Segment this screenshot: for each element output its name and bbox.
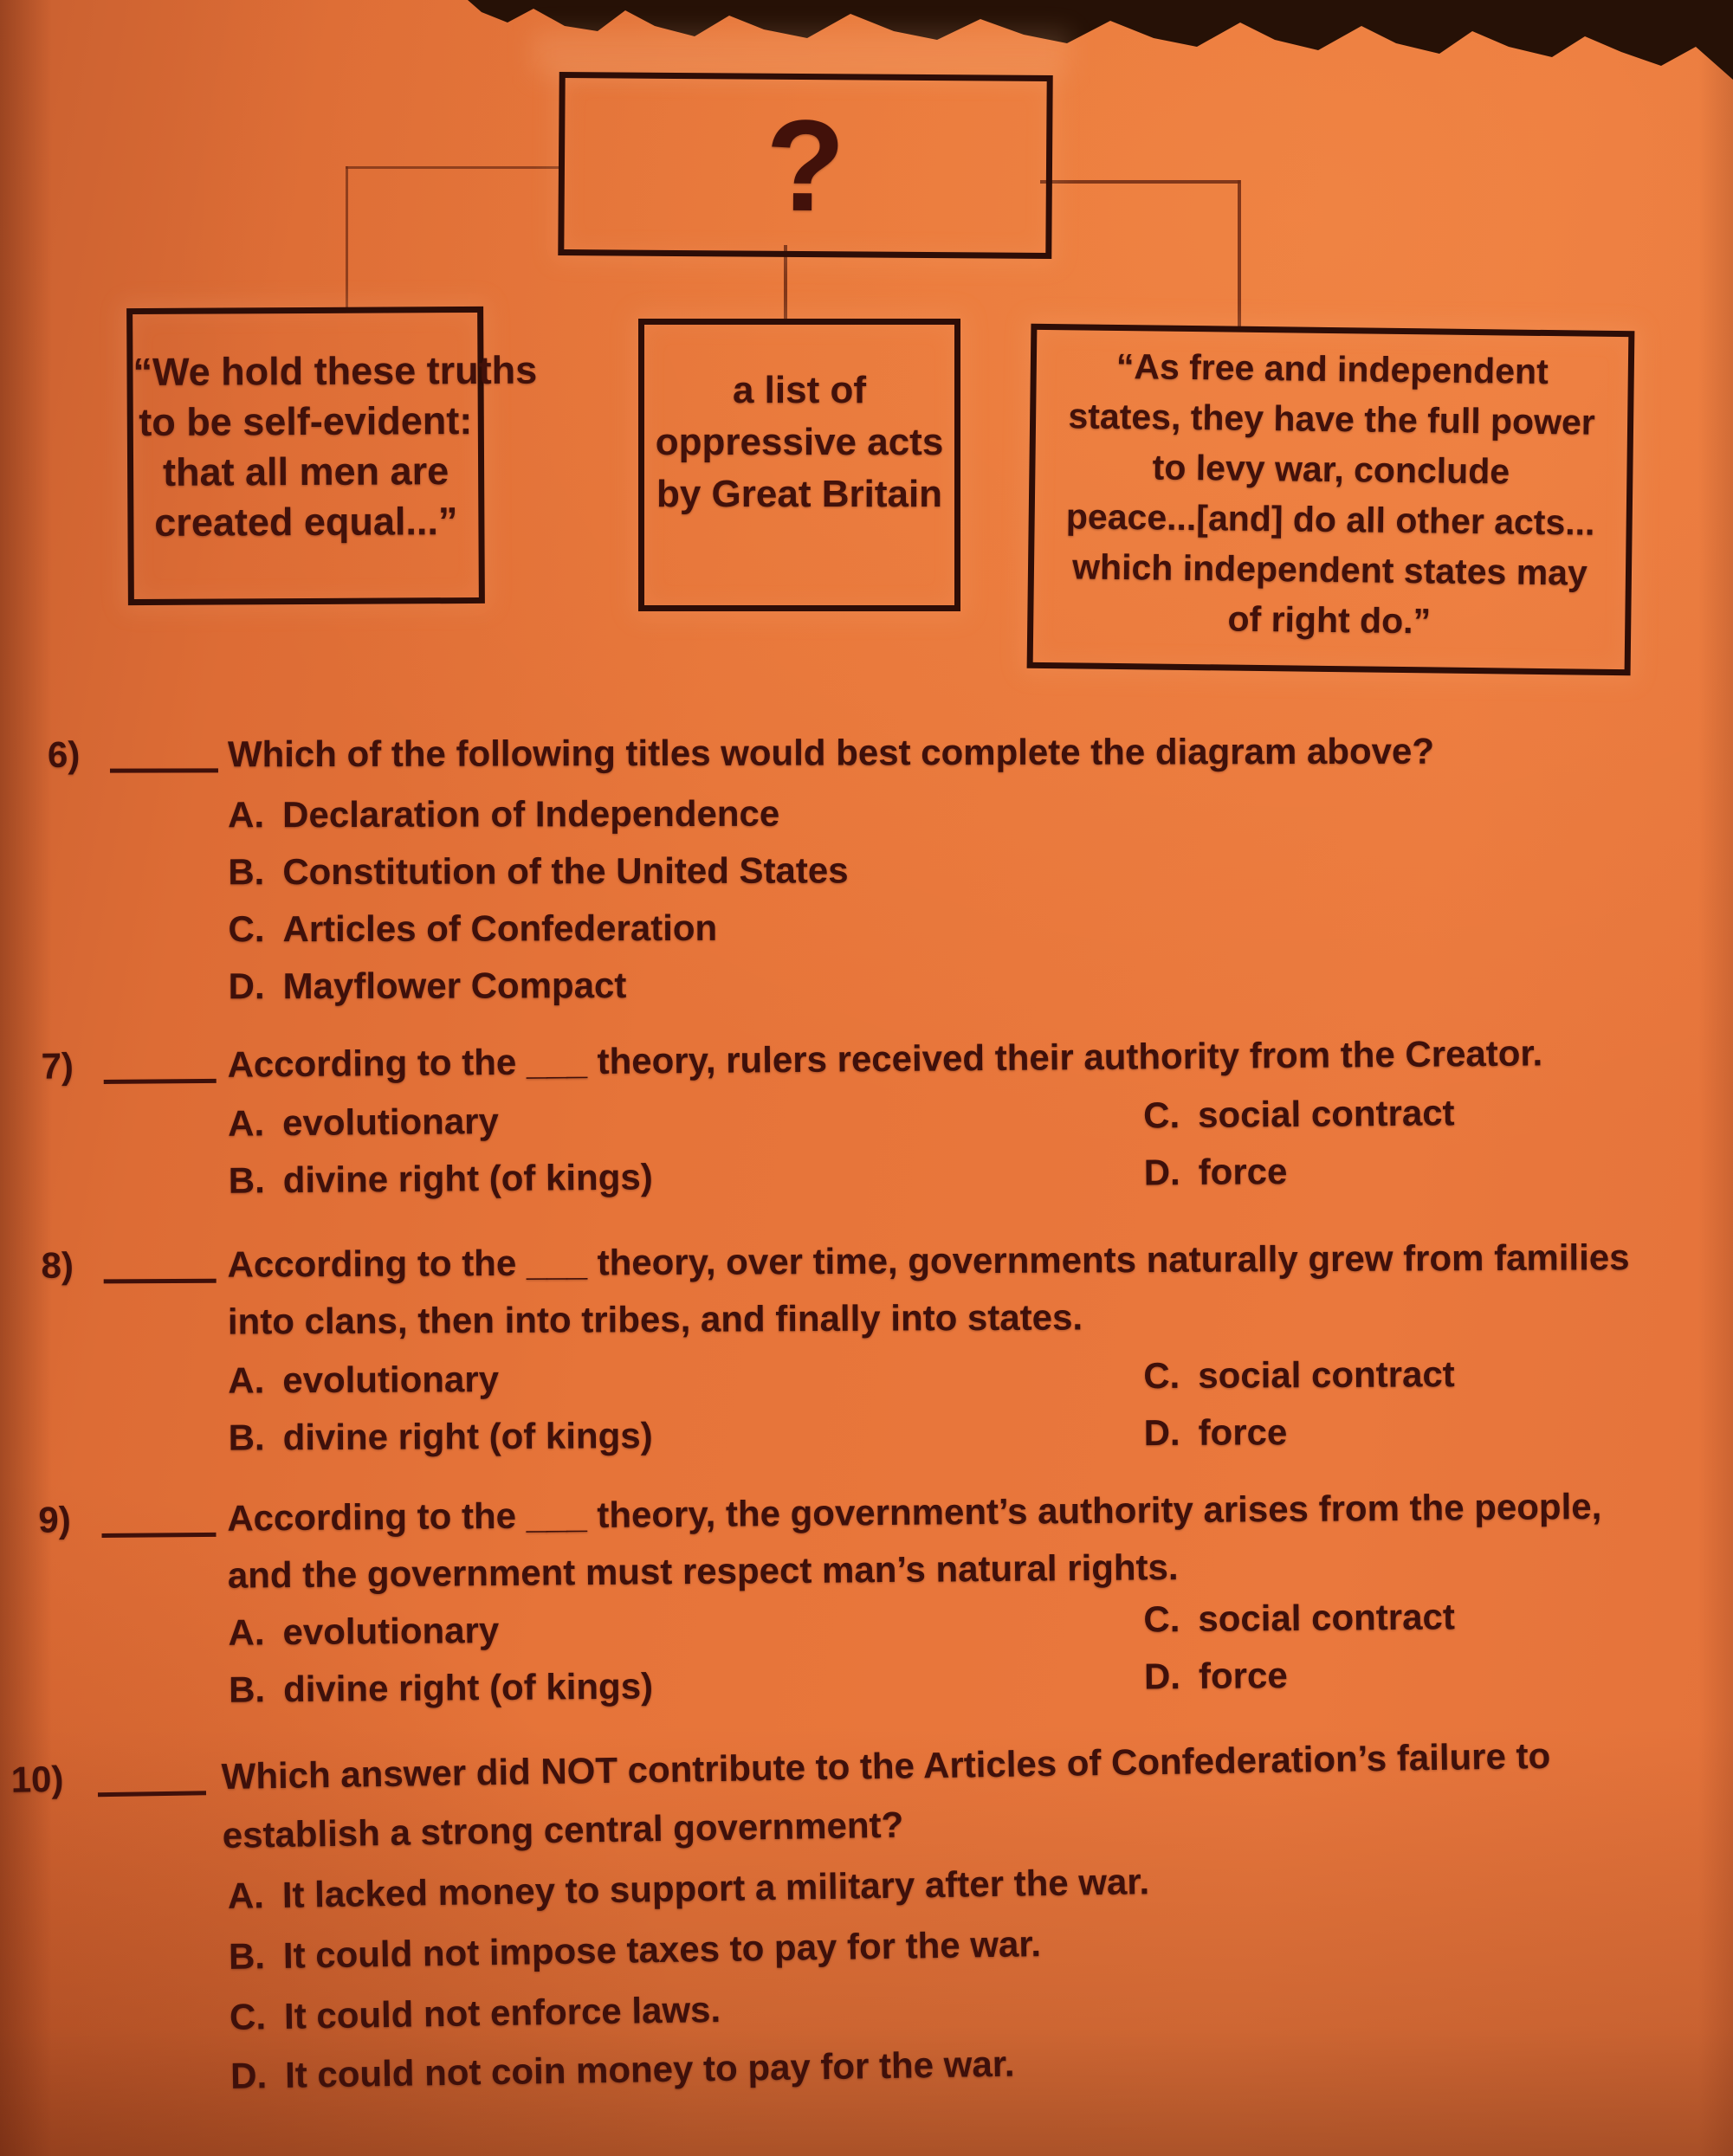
option-text: Mayflower Compact — [282, 965, 627, 1007]
option-d — [1143, 1151, 1287, 1193]
question-text: into clans, then into tribes, and finally into states. — [227, 1296, 1083, 1342]
option-text: It could not impose taxes to pay for the war. — [282, 1923, 1042, 1976]
connector-right-vertical — [1238, 180, 1241, 329]
question-number: 7) — [41, 1045, 74, 1087]
option-text: It could not enforce laws. — [283, 1988, 721, 2037]
option-text: Articles of Confederation — [282, 907, 718, 950]
option-a — [228, 1610, 499, 1654]
option-c — [1143, 1092, 1455, 1136]
option-letter: C. — [228, 908, 265, 950]
quote-line: states, they have the full power — [1068, 396, 1596, 442]
option-b — [228, 849, 848, 893]
option-letter: A. — [227, 1102, 265, 1144]
option-letter: B. — [228, 1935, 266, 1977]
answer-blank — [110, 733, 218, 772]
option-text: social contract — [1198, 1353, 1455, 1396]
option-text: evolutionary — [282, 1358, 500, 1401]
option-b — [229, 1415, 653, 1459]
question-text: According to the ___ theory, over time, governments naturally grew from families — [227, 1236, 1630, 1285]
option-letter: D. — [1143, 1411, 1180, 1454]
quote-line: to be self-evident: — [139, 397, 473, 445]
option-text: It lacked money to support a military after the war. — [281, 1861, 1150, 1915]
option-letter: D. — [1143, 1152, 1180, 1193]
option-c — [230, 1989, 721, 2038]
option-letter: B. — [228, 851, 265, 893]
option-d — [1143, 1411, 1287, 1454]
question-text: Which of the following titles would best complete the diagram above? — [227, 730, 1435, 775]
diagram-quote-box-declaration — [126, 307, 538, 605]
option-text: divine right (of kings) — [282, 1156, 653, 1201]
option-letter: A. — [228, 1359, 265, 1401]
option-letter: C. — [229, 1996, 267, 2037]
option-text: force — [1198, 1655, 1288, 1696]
option-letter: C. — [1143, 1598, 1180, 1640]
question-text: According to the ___ theory, the government’s authority arises from the people, — [227, 1485, 1602, 1539]
question-number: 9) — [38, 1499, 71, 1540]
option-text: It could not coin money to pay for the war. — [284, 2043, 1015, 2095]
quote-line: to levy war, conclude — [1152, 447, 1510, 492]
question-number: 10) — [10, 1758, 64, 1800]
option-letter: D. — [230, 2055, 268, 2096]
option-letter: A. — [228, 794, 265, 836]
option-letter: B. — [228, 1669, 266, 1710]
quote-line: a list of — [732, 369, 867, 411]
option-text: Constitution of the United States — [282, 849, 849, 893]
option-text: Declaration of Independence — [282, 792, 780, 836]
diagram-box-grievances — [638, 319, 960, 611]
connector-left-horizontal — [346, 166, 559, 169]
quote-line: created equal...” — [154, 499, 458, 545]
option-letter: D. — [1143, 1656, 1181, 1697]
option-b — [229, 1923, 1042, 1978]
option-d — [230, 2043, 1015, 2097]
answer-blank — [103, 1244, 216, 1284]
option-c — [1143, 1353, 1455, 1397]
question-number: 8) — [41, 1244, 74, 1286]
quote-line: “As free and independent — [1115, 345, 1549, 392]
option-letter: A. — [227, 1875, 265, 1916]
option-text: force — [1198, 1151, 1288, 1192]
answer-blank — [101, 1498, 216, 1538]
question-text: establish a strong central government? — [222, 1804, 904, 1856]
connector-right-horizontal — [1040, 180, 1240, 184]
question-number: 6) — [47, 733, 81, 775]
question-text: and the government must respect man’s natural rights. — [227, 1546, 1179, 1596]
option-letter: A. — [228, 1611, 265, 1653]
option-d — [229, 965, 627, 1007]
option-text: divine right (of kings) — [282, 1665, 654, 1710]
connector-left-vertical — [346, 166, 348, 310]
option-c — [228, 907, 717, 950]
option-text: divine right (of kings) — [282, 1415, 653, 1458]
option-letter: B. — [228, 1417, 265, 1458]
option-text: evolutionary — [282, 1609, 500, 1653]
answer-blank — [103, 1044, 216, 1084]
option-letter: D. — [228, 965, 265, 1007]
option-a — [228, 793, 779, 836]
quote-line: by Great Britain — [656, 473, 943, 515]
answer-blank — [97, 1756, 206, 1797]
option-letter: C. — [1143, 1354, 1180, 1397]
quote-line: “We hold these truths — [133, 347, 538, 395]
option-c — [1143, 1596, 1455, 1640]
diagram-quote-box-independence — [1027, 324, 1635, 675]
option-text: social contract — [1198, 1596, 1456, 1639]
option-letter: B. — [228, 1159, 265, 1201]
question-text: According to the ___ theory, rulers received their authority from the Creator. — [227, 1032, 1543, 1085]
diagram-title-box — [558, 72, 1052, 259]
quote-line: that all men are — [162, 449, 449, 494]
option-letter: C. — [1142, 1094, 1180, 1136]
option-text: social contract — [1197, 1092, 1455, 1135]
option-a — [228, 1101, 499, 1145]
option-d — [1144, 1655, 1288, 1697]
question-text: Which answer did NOT contribute to the Articles of Confederation’s failure to — [221, 1734, 1551, 1797]
option-a — [227, 1861, 1149, 1917]
quote-line: which independent states may — [1071, 546, 1588, 593]
option-b — [229, 1665, 653, 1710]
quote-line: oppressive acts — [655, 421, 944, 463]
quote-line: of right do.” — [1227, 598, 1432, 642]
option-b — [229, 1156, 653, 1201]
option-a — [228, 1359, 499, 1402]
question-mark-label: ? — [765, 92, 846, 238]
photocopy-halo — [533, 31, 1070, 76]
quote-line: peace...[and] do all other acts... — [1065, 496, 1595, 543]
option-text: evolutionary — [281, 1100, 500, 1144]
option-text: force — [1198, 1411, 1288, 1453]
